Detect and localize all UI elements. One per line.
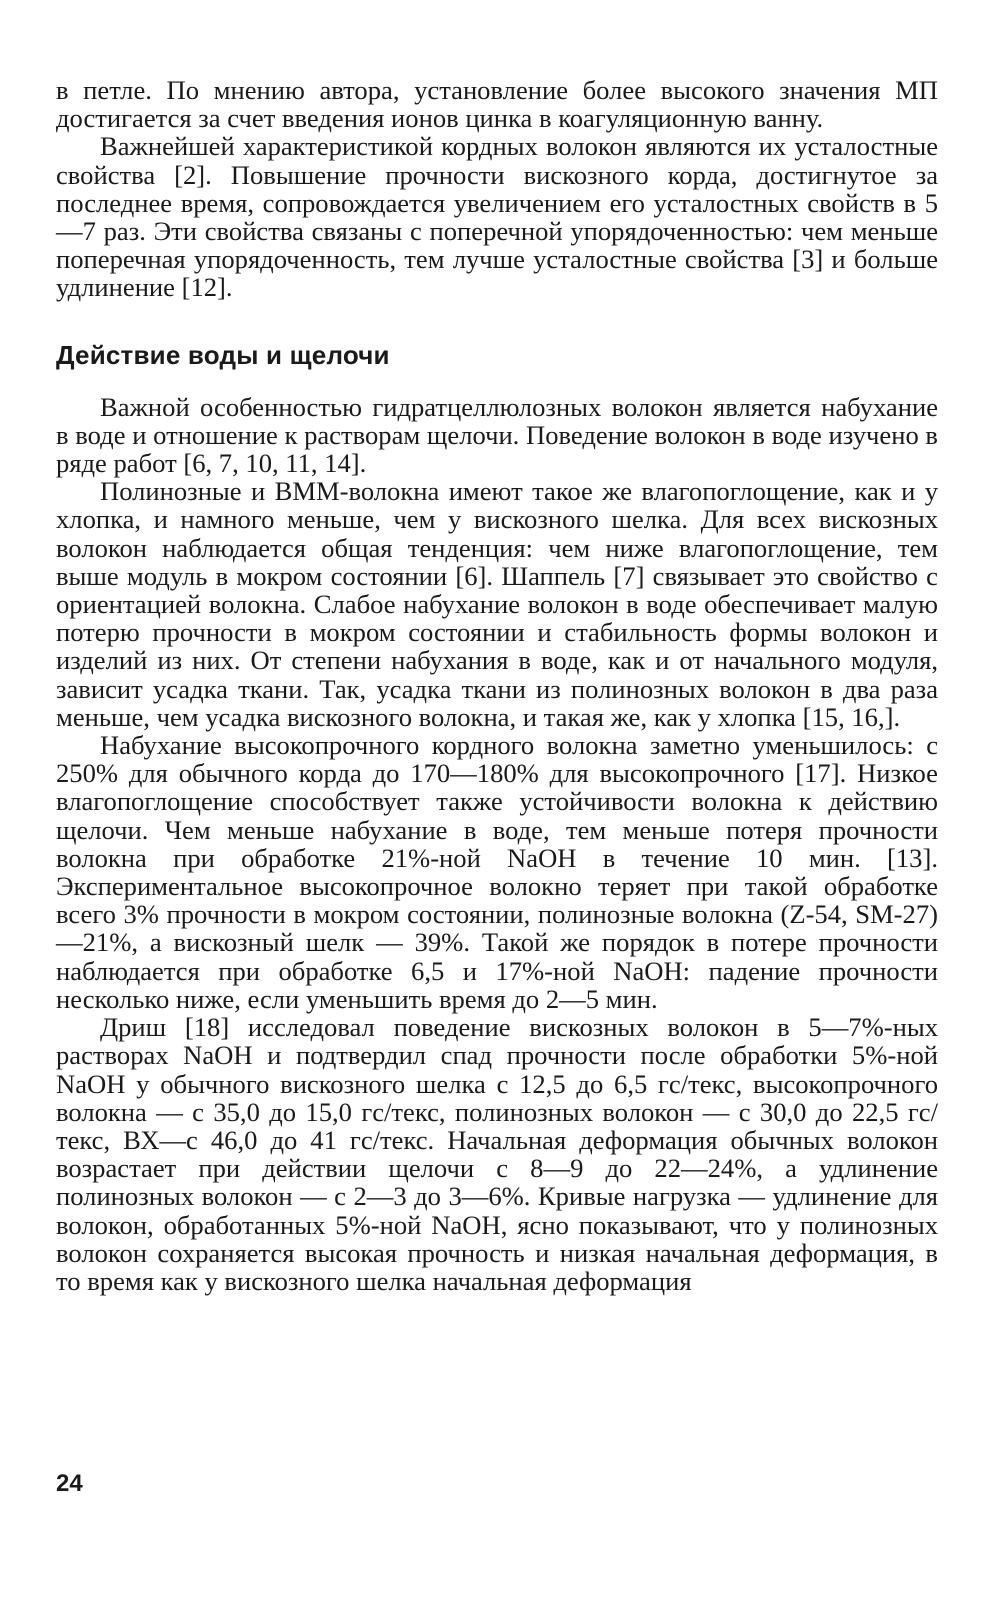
paragraph-cord-swelling: Набухание высокопрочного кордного волокна заметно уменьшилось: с 250% для обычного корда до 170—180% для высокопрочного [17]. Низкое влагопоглощение способствует также устойчивости волокна к действию щелочи. Чем меньше набухание в воде, тем меньше потеря прочности волокна при обработке 21%-ной NaOH в течение 10 мин. [13]. Экспериментальное высокопрочное волокно теряет при такой обработке всего 3% прочности в мокром состоянии, полинозные волокна (Z-54, SM-27)—21%, а вискозный шелк — 39%. Такой же порядок в потере прочности наблюдается при обработке 6,5 и 17%-ной NaOH: падение прочности несколько ниже, если уменьшить время до 2—5 мин.: [56, 730, 938, 1014]
page-number: 24: [56, 1470, 83, 1497]
paragraph-swelling: Важной особенностью гидратцеллюлозных волокон является набухание в воде и отношение к растворам щелочи. Поведение волокон в воде изучено в ряде работ [6, 7, 10, 11, 14].: [56, 391, 938, 479]
paragraph-continued: в петле. По мнению автора, установление более высокого значения МП достигается за счет введения ионов цинка в коагуляционную ванну.: [56, 75, 938, 134]
page-body: [56, 76, 938, 1295]
paragraph-fatigue-properties: Важнейшей характеристикой кордных волокон являются их усталостные свойства [2]. Повышение прочности вискозного корда, достигнутое за последнее время, сопровождается увеличением его усталостных свойств в 5—7 раз. Эти свойства связаны с поперечной упорядоченностью: чем меньше поперечная упорядоченность, тем лучше усталостные свойства [3] и больше удлинение [12].: [56, 131, 938, 303]
section-heading: Действие воды и щелочи: [56, 339, 390, 370]
paragraph-drisch: Дриш [18] исследовал поведение вискозных волокон в 5—7%-ных растворах NaOH и подтвердил спад прочности после обработки 5%-ной NaOH у обычного вискозного шелка с 12,5 до 6,5 гс/текс, высокопрочного волокна — с 35,0 до 15,0 гс/текс, полинозных волокон — с 30,0 до 22,5 гс/текс, ВХ—с 46,0 до 41 гс/текс. Начальная деформация обычных волокон возрастает при действии щелочи с 8—9 до 22—24%, а удлинение полинозных волокон — с 2—3 до 3—6%. Кривые нагрузка — удлинение для волокон, обработанных 5%-ной NaOH, ясно показывают, что у полинозных волокон сохраняется высокая прочность и низкая начальная деформация, в то время как у вискозного шелка начальная деформация: [56, 1012, 938, 1296]
paragraph-polynosic: Полинозные и ВММ-волокна имеют такое же влагопоглощение, как и у хлопка, и намного меньше, чем у вискозного шелка. Для всех вискозных волокон наблюдается общая тенденция: чем ниже влагопоглощение, тем выше модуль в мокром состоянии [6]. Шаппель [7] связывает это свойство с ориентацией волокна. Слабое набухание волокон в воде обеспечивает малую потерю прочности в мокром состоянии и стабильность формы волокон и изделий из них. От степени набухания в воде, как и от начального модуля, зависит усадка ткани. Так, усадка ткани из полинозных волокон в два раза меньше, чем усадка вискозного волокна, и такая же, как у хлопка [15, 16,].: [56, 476, 938, 732]
